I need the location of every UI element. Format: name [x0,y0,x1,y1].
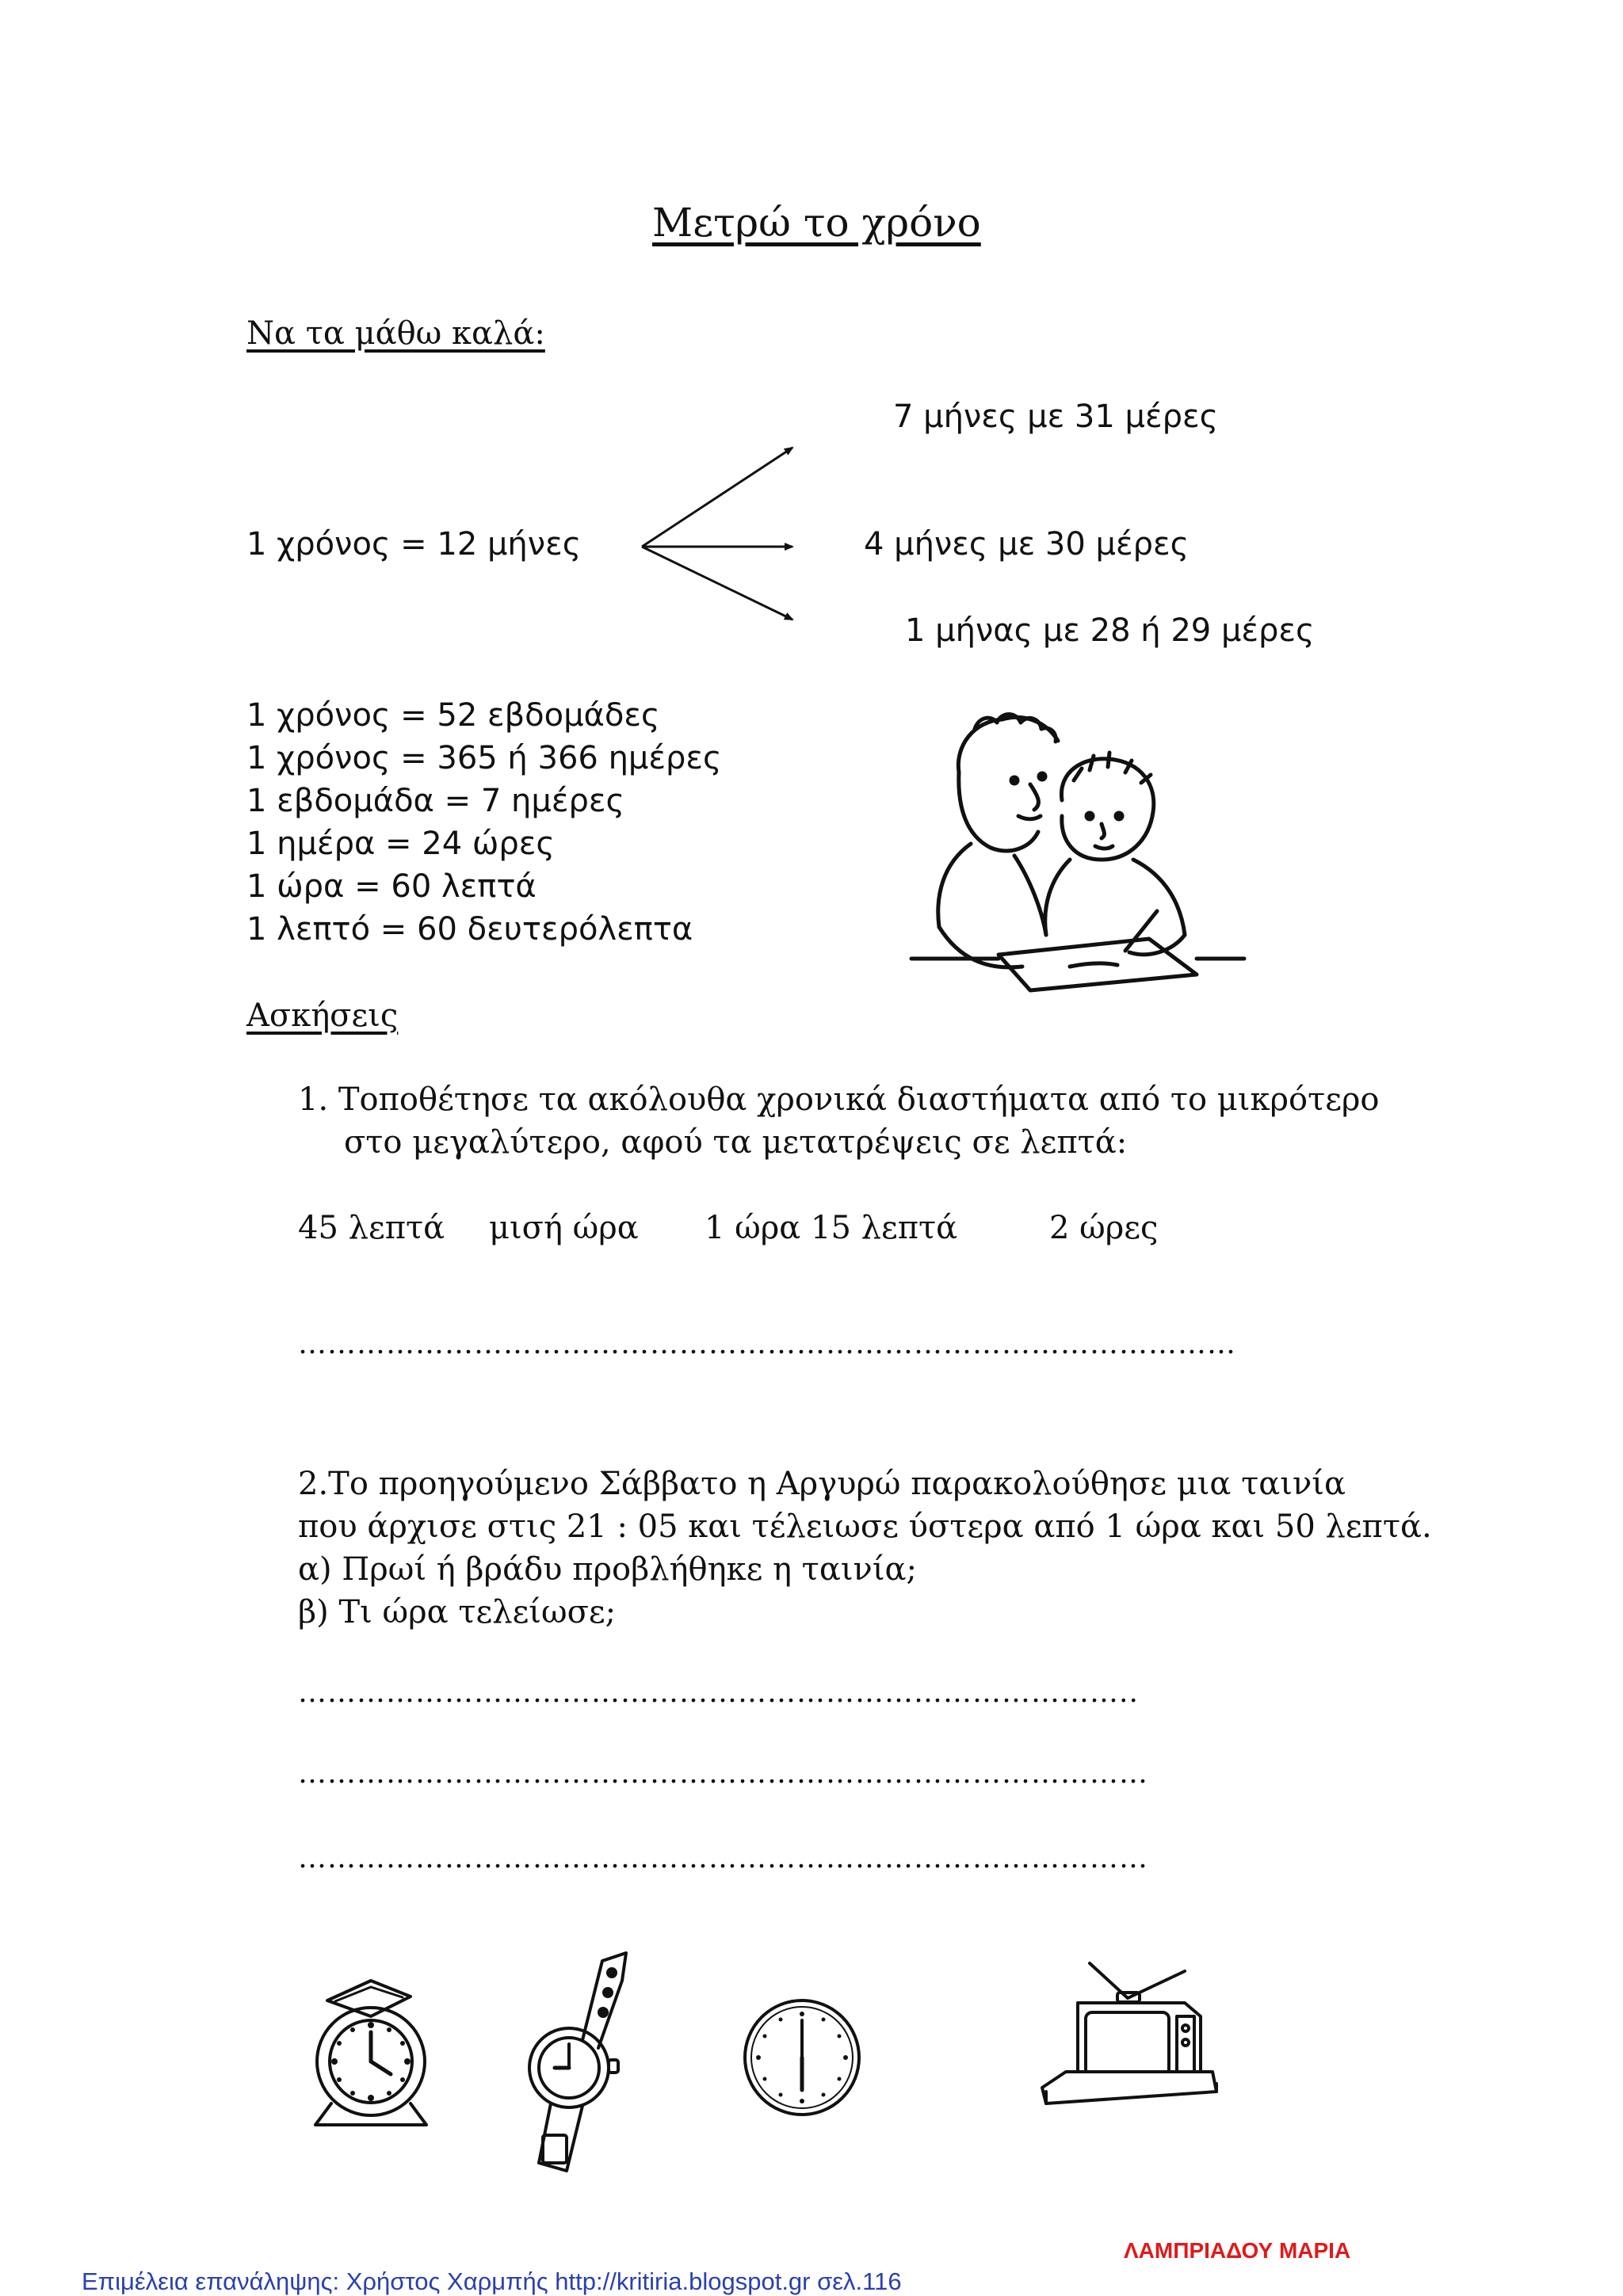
arrow-bottom [642,547,792,620]
exercise2-answer-line-3[interactable]: …………………………………………………………………………… [298,1842,1148,1875]
author-name: ΛΑΜΠΡΙΑΔΟΥ ΜΑΡΙΑ [1124,2238,1351,2263]
branch-top-text: 7 μήνες με 31 μέρες [893,399,1219,435]
exercise1-item-3: 1 ώρα 15 λεπτά [705,1210,958,1246]
equivalence-2: 1 χρόνος = 365 ή 366 ημέρες [246,740,722,776]
year-months-text: 1 χρόνος = 12 μήνες [246,526,582,563]
studying-illustration [911,697,1244,998]
exercise2-answer-line-2[interactable]: …………………………………………………………………………… [298,1757,1148,1790]
equivalence-6: 1 λεπτό = 60 δευτερόλεπτα [246,911,693,948]
exercise1-item-1: 45 λεπτά [298,1210,445,1246]
exercise1-line1: 1. Τοποθέτησε τα ακόλουθα χρονικά διαστήματα από το μικρότερο [298,1081,1380,1118]
branch-bottom-text: 1 μήνας με 28 ή 29 μέρες [905,612,1315,649]
equivalence-4: 1 ημέρα = 24 ώρες [246,826,555,862]
branch-mid-text: 4 μήνες με 30 μέρες [864,526,1190,563]
wristwatch-icon [507,1949,642,2179]
arrow-top [642,448,792,547]
television-icon [1034,1957,1224,2115]
exercises-heading: Ασκήσεις [246,997,399,1034]
alarm-clock-icon [300,1973,438,2131]
exercise2-line1: 2.Το προηγούμενο Σάββατο η Αργυρώ παρακολούθησε μια ταινία [298,1466,1346,1502]
learn-heading: Να τα μάθω καλά: [246,315,545,352]
page-title: Μετρώ το χρόνο [652,200,981,246]
exercise2-question-b: β) Τι ώρα τελείωσε; [298,1594,617,1630]
exercise1-answer-line[interactable]: …………………………………………………………………………………… [298,1328,1236,1360]
equivalence-5: 1 ώρα = 60 λεπτά [246,868,537,905]
exercise2-answer-line-1[interactable]: ………………………………………………………………………….. [298,1676,1139,1709]
exercise1-item-4: 2 ώρες [1049,1210,1159,1246]
exercise2-line2: που άρχισε στις 21 : 05 και τέλειωσε ύστερα από 1 ώρα και 50 λεπτά. [298,1508,1432,1545]
equivalence-3: 1 εβδομάδα = 7 ημέρες [246,783,624,819]
exercise2-question-a: α) Πρωί ή βράδυ προβλήθηκε η ταινία; [298,1551,917,1588]
footer-credit: Επιμέλεια επανάληψης: Χρήστος Χαρμπής http://kritiria.blogspot.gr σελ.116 [82,2267,902,2295]
exercise1-item-2: μισή ώρα [489,1210,639,1246]
wall-clock-icon [741,1997,864,2119]
equivalence-1: 1 χρόνος = 52 εβδομάδες [246,697,660,734]
exercise1-line2: στο μεγαλύτερο, αφού τα μετατρέψεις σε λεπτά: [344,1124,1128,1161]
